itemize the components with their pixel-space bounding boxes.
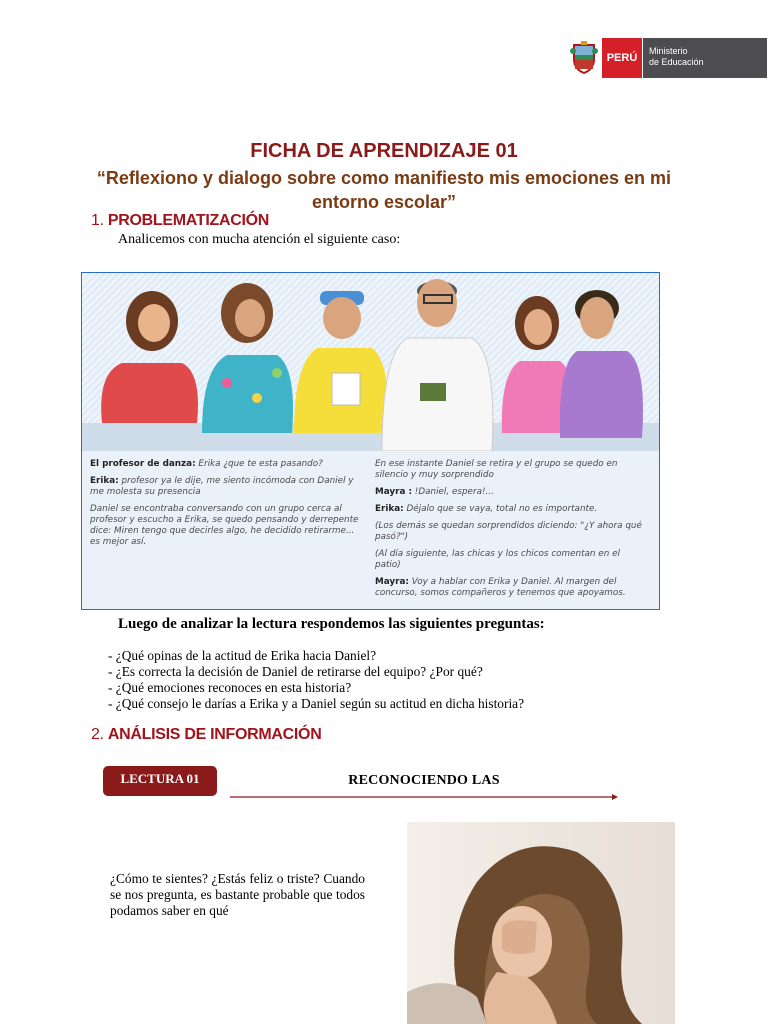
list-item: - ¿Es correcta la decisión de Daniel de retirarse del equipo? ¿Por qué? [108, 664, 483, 679]
dialogue-column-left [90, 459, 360, 554]
dialogue-line: En ese instante Daniel se retira y el grupo se quedo en silencio y muy sorprendido [375, 459, 618, 480]
dialogue-line: Erika: profesor ya le dije, me siento incómoda con Daniel y me molesta su presencia [90, 476, 354, 497]
dialogue-line: Daniel se encontraba conversando con un grupo cerca al profesor y escucho a Erika, se quedo pensando y derrepente dice: Miren tengo que decirles algo, he decidido retirarme... es mejor así. [90, 504, 359, 547]
list-item: - ¿Qué emociones reconoces en esta historia? [108, 680, 352, 695]
dialogue-line: Erika: Déjalo que se vaya, total no es importante. [375, 504, 598, 514]
lectura-paragraph: ¿Cómo te sientes? ¿Estás feliz o triste? Cuando se nos pregunta, es bastante probable que todos podamos saber en qué [110, 871, 365, 918]
minedu-logo [566, 38, 767, 78]
dialogue-panel [82, 451, 659, 610]
questions-list [108, 648, 524, 712]
ministry-line1: Ministerio [649, 46, 688, 56]
children-group-illustration [82, 273, 659, 451]
questions-intro: Luego de analizar la lectura respondemos las siguientes preguntas: [118, 616, 545, 632]
section-heading-problematizacion [91, 212, 269, 230]
ministry-label [642, 38, 767, 78]
list-item: - ¿Qué consejo le darías a Erika y a Daniel según su actitud en dicha historia? [108, 696, 525, 711]
dialogue-line: El profesor de danza: Erika ¿que te esta pasando? [90, 459, 323, 469]
list-item: - ¿Qué opinas de la actitud de Erika hacia Daniel? [108, 648, 377, 663]
coat-of-arms-icon [566, 38, 602, 78]
dialogue-line: (Al día siguiente, las chicas y los chicos comentan en el patio) [375, 549, 620, 570]
dialogue-line: (Los demás se quedan sorprendidos diciendo: "¿Y ahora qué pasó?") [375, 521, 642, 542]
peru-label: PERÚ [602, 38, 642, 78]
dialogue-column-right [375, 459, 645, 605]
section-heading-text: PROBLEMATIZACIÓN [107, 212, 270, 229]
page-title: FICHA DE APRENDIZAJE 01 [250, 140, 518, 162]
intro-text: Analicemos con mucha atención el siguiente caso: [118, 232, 401, 247]
section-number: 2. [91, 726, 104, 743]
dialogue-line: Mayra: Voy a hablar con Erika y Daniel. Al margen del concurso, somos compañeros y tenemos que apoyamos. [375, 577, 626, 598]
lectura-title: RECONOCIENDO LAS [348, 773, 500, 788]
dialogue-line: Mayra : !Daniel, espera!... [375, 487, 494, 497]
section-heading-text: ANÁLISIS DE INFORMACIÓN [107, 726, 322, 743]
story-illustration [81, 272, 660, 610]
sad-woman-photo [407, 822, 675, 1024]
ministry-line2: de Educación [649, 57, 704, 67]
arrow-right-icon [230, 794, 618, 800]
lectura-badge: LECTURA 01 [103, 766, 217, 796]
page-subtitle: “Reflexiono y dialogo sobre como manifiesto mis emociones en mi entorno escolar” [96, 168, 672, 212]
section-number: 1. [91, 212, 104, 229]
section-heading-analisis [91, 726, 321, 744]
